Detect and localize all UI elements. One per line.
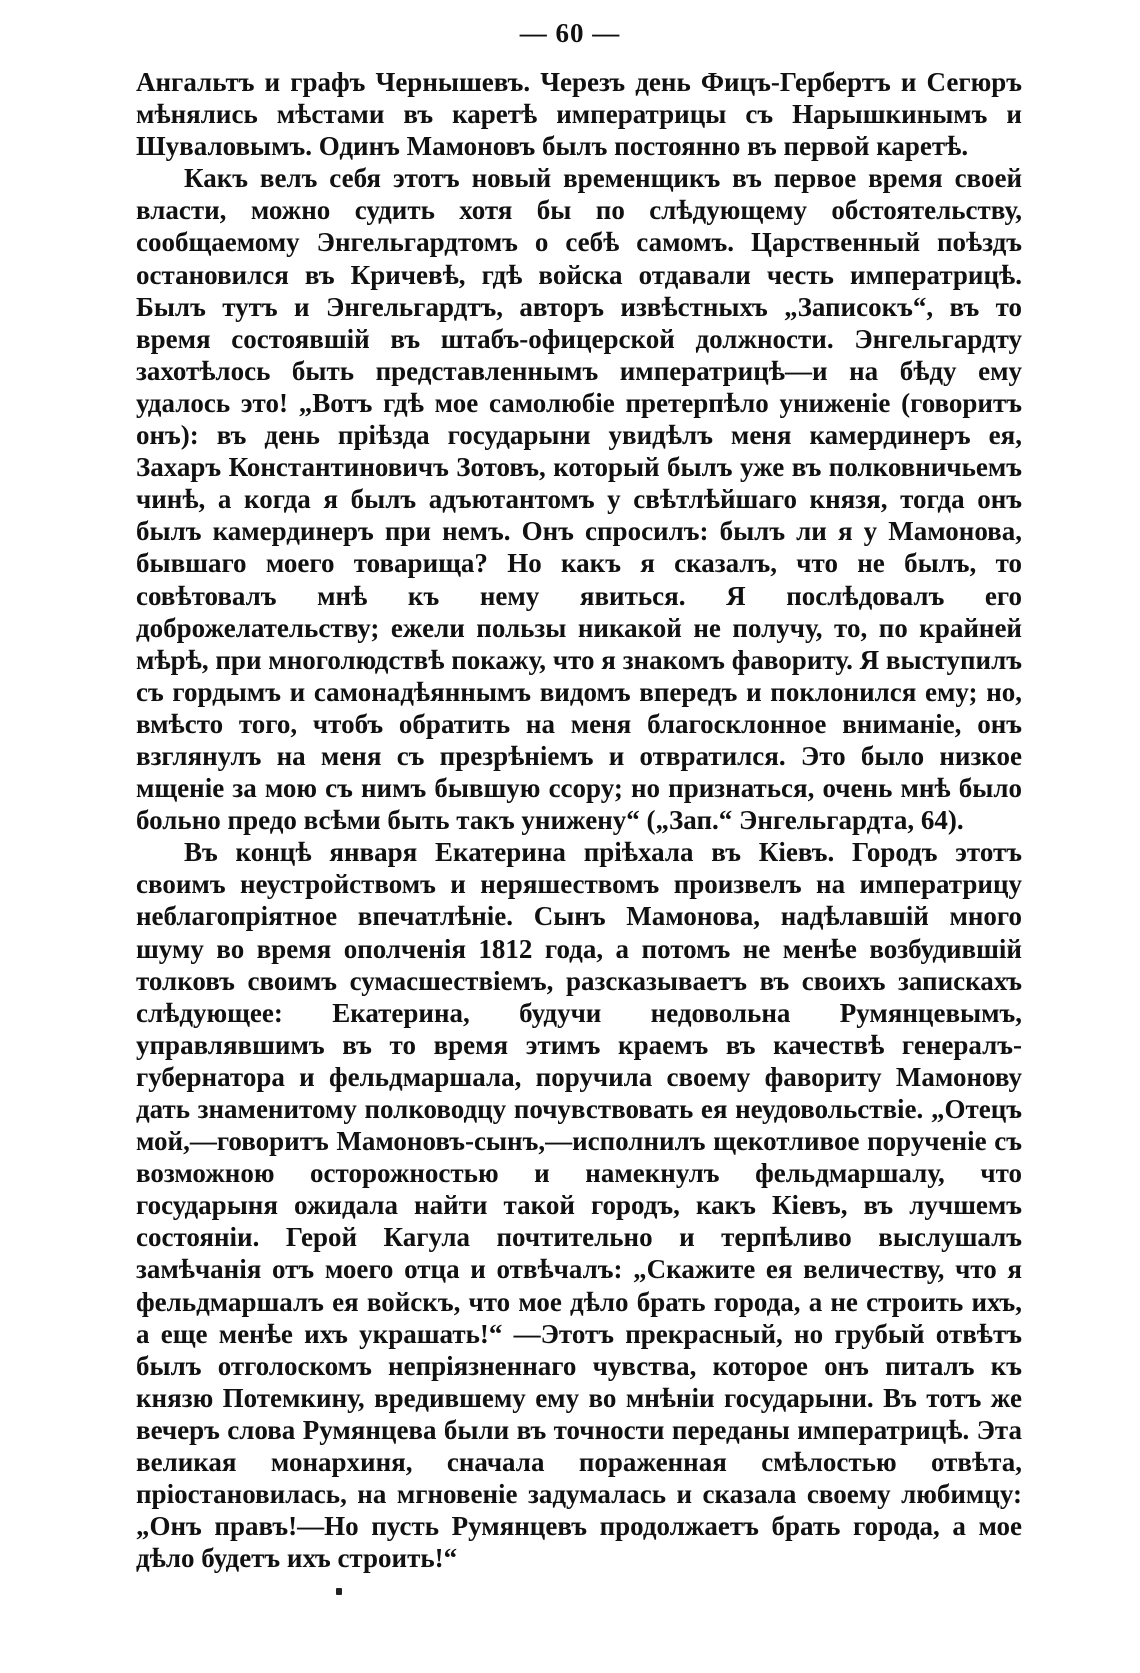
paragraph-1: Ангальтъ и графъ Чернышевъ. Черезъ день Фицъ-Гербертъ и Сегюръ мѣнялись мѣстами въ каретѣ императрицы съ Нарышкинымъ и Шуваловымъ. Одинъ Мамоновъ былъ постоянно въ первой каретѣ. bbox=[136, 67, 1022, 162]
page-text bbox=[136, 66, 1022, 1574]
paragraph-3: Въ концѣ января Екатерина пріѣхала въ Кіевъ. Городъ этотъ своимъ неустройствомъ и неряшествомъ произвелъ на императрицу неблагопріятное впечатлѣніе. Сынъ Мамонова, надѣлавшій много шуму во время ополченія 1812 года, а потомъ не менѣе возбудившій толковъ своимъ сумасшествіемъ, разсказываетъ въ своихъ запискахъ слѣдующее: Екатерина, будучи недовольна Румянцевымъ, управлявшимъ въ то время этимъ краемъ въ качествѣ генералъ-губернатора и фельдмаршала, поручила своему фавориту Мамонову дать знаменитому полководцу почувствовать ея неудовольствіе. „Отецъ мой,—говоритъ Мамоновъ-сынъ,—исполнилъ щекотливое порученіе съ возможною осторожностью и намекнулъ фельдмаршалу, что государыня ожидала найти такой городъ, какъ Кіевъ, въ лучшемъ состояніи. Герой Кагула почтительно и терпѣливо выслушалъ замѣчанія отъ моего отца и отвѣчалъ: „Скажите ея величеству, что я фельдмаршалъ ея войскъ, что мое дѣло брать города, а не строить ихъ, а еще менѣе ихъ украшать!“ —Этотъ прекрасный, но грубый отвѣтъ былъ отголоскомъ непріязненнаго чувства, которое онъ питалъ къ князю Потемкину, вредившему ему во мнѣніи государыни. Въ тотъ же вечеръ слова Румянцева были въ точности переданы императрицѣ. Эта великая монархиня, сначала пораженная смѣлостью отвѣта, пріостановилась, на мгновеніе задумалась и сказала своему любимцу: „Онъ правъ!—Но пусть Румянцевъ продолжаетъ брать города, а мое дѣло будетъ ихъ строить!“ bbox=[136, 837, 1022, 1574]
page-number: — 60 — bbox=[519, 18, 621, 48]
ink-speck bbox=[336, 1588, 342, 1595]
paragraph-2: Какъ велъ себя этотъ новый временщикъ въ первое время своей власти, можно судить хотя бы по слѣдующему обстоятельству, сообщаемому Энгельгардтомъ о себѣ самомъ. Царственный поѣздъ остановился въ Кричевѣ, гдѣ войска отдавали честь императрицѣ. Былъ тутъ и Энгельгардтъ, авторъ извѣстныхъ „Записокъ“, въ то время состоявшій въ штабъ-офицерской должности. Энгельгардту захотѣлось быть представленнымъ императрицѣ—и на бѣду ему удалось это! „Вотъ гдѣ мое самолюбіе претерпѣло униженіе (говоритъ онъ): въ день пріѣзда государыни увидѣлъ меня камердинеръ ея, Захаръ Константиновичъ Зотовъ, который былъ уже въ полковничьемъ чинѣ, а когда я былъ адъютантомъ у свѣтлѣйшаго князя, тогда онъ былъ камердинеръ при немъ. Онъ спросилъ: былъ ли я у Мамонова, бывшаго моего товарища? Но какъ я сказалъ, что не былъ, то совѣтовалъ мнѣ къ нему явиться. Я послѣдовалъ его доброжелательству; ежели пользы никакой не получу, то, по крайней мѣрѣ, при многолюдствѣ покажу, что я знакомъ фавориту. Я выступилъ съ гордымъ и самонадѣяннымъ видомъ впередъ и поклонился ему; но, вмѣсто того, чтобъ обратить на меня благосклонное вниманіе, онъ взглянулъ на меня съ презрѣніемъ и отвратился. Это было низкое мщеніе за мою съ нимъ бывшую ссору; но признаться, очень мнѣ было больно предо всѣми быть такъ унижену“ („Зап.“ Энгельгардта, 64). bbox=[136, 163, 1022, 836]
